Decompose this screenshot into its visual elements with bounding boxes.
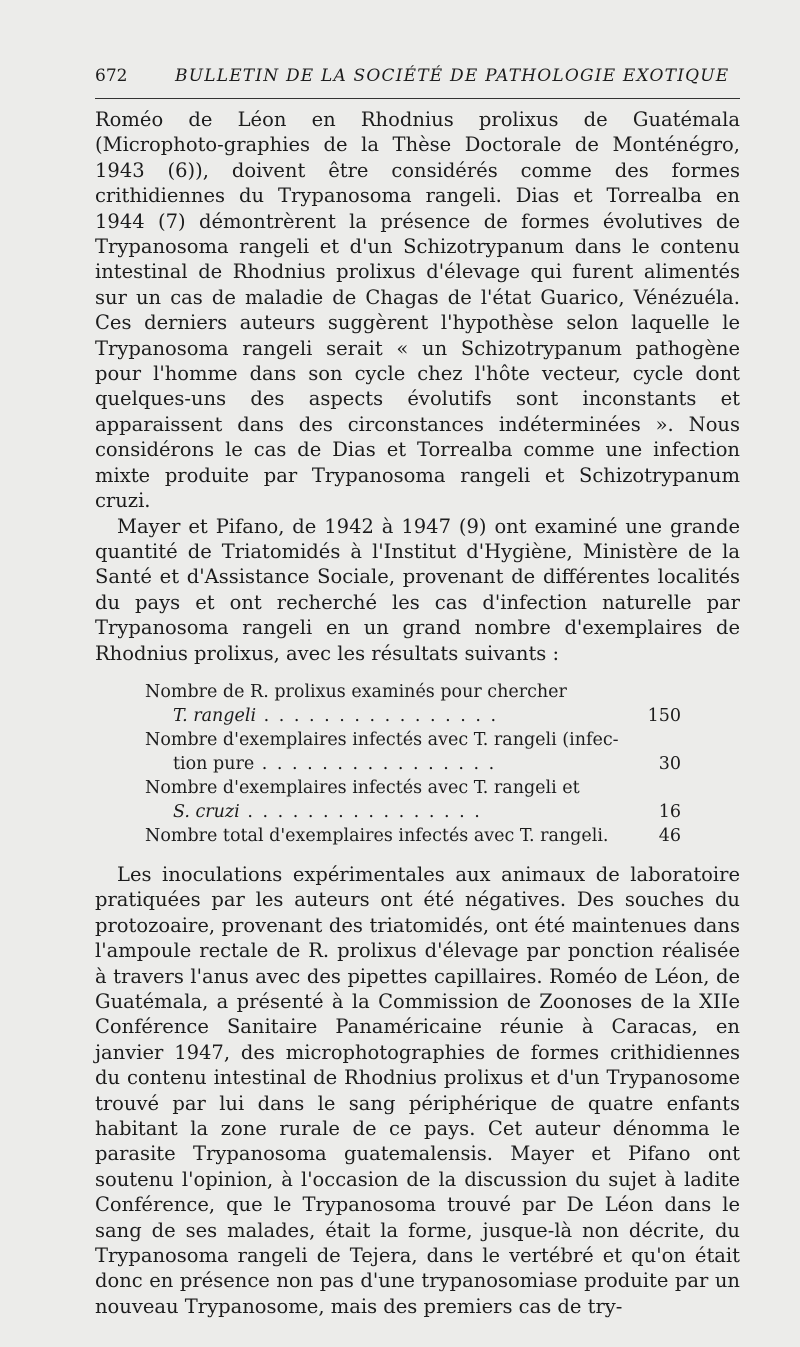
table-row-value: 16 xyxy=(658,801,681,822)
table-row-label: Nombre d'exemplaires infectés avec T. rangeli et xyxy=(145,777,580,798)
table-row-continuation: tion pure xyxy=(173,753,255,774)
table-row xyxy=(145,824,681,848)
paragraph: Mayer et Pifano, de 1942 à 1947 (9) ont examiné une grande quantité de Triatomidés à l'Institut d'Hygiène, Ministère de la Santé et d'Assistance Sociale, provenant de différentes localités du pays et ont recherché les cas d'infection naturelle par Trypanosoma rangeli en un grand nombre d'exemplaires de Rhodnius prolixus, avec les résultats suivants : xyxy=(95,514,740,665)
table-row xyxy=(145,752,681,776)
table-row xyxy=(145,680,681,704)
table-row xyxy=(145,776,681,800)
table-row-continuation: T. rangeli xyxy=(173,705,257,726)
page-number: 672 xyxy=(95,66,128,86)
table-row-label: Nombre total d'exemplaires infectés avec T. rangeli. xyxy=(145,825,609,846)
table-row xyxy=(145,800,681,824)
table-row-label: Nombre d'exemplaires infectés avec T. rangeli (infec- xyxy=(145,729,619,750)
table-row xyxy=(145,704,681,728)
table-row-label: Nombre de R. prolixus examinés pour chercher xyxy=(145,681,567,702)
body-text xyxy=(95,107,740,1319)
running-header xyxy=(95,64,740,99)
paragraph: Les inoculations expérimentales aux animaux de laboratoire pratiquées par les auteurs ont été négatives. Des souches du protozoaire, provenant des triatomidés, ont été maintenues dans l'ampoule rectale de R. prolixus d'élevage par ponction réalisée à travers l'anus avec des pipettes capillaires. Roméo de Léon, de Guatémala, a présenté à la Commission de Zoonoses de la XIIe Conférence Sanitaire Panaméricaine réunie à Caracas, en janvier 1947, des microphotographies de formes crithidiennes du contenu intestinal de Rhodnius prolixus et d'un Trypanosome trouvé par lui dans le sang périphérique de quatre enfants habitant la zone rurale de ce pays. Cet auteur dénomma le parasite Trypanosoma guatemalensis. Mayer et Pifano ont soutenu l'opinion, à l'occasion de la discussion du sujet à ladite Conférence, que le Trypanosoma trouvé par De Léon dans le sang de ses malades, était la forme, jusque-là non décrite, du Trypanosoma rangeli de Tejera, dans le vertébré et qu'on était donc en présence non pas d'une trypanosomiase produite par un nouveau Trypanosome, mais des premiers cas de try- xyxy=(95,862,740,1318)
results-table xyxy=(145,680,681,848)
table-row-value: 150 xyxy=(647,705,681,726)
paragraph: Roméo de Léon en Rhodnius prolixus de Guatémala (Microphoto-graphies de la Thèse Doctorale de Monténégro, 1943 (6)), doivent être considérés comme des formes crithidiennes du Trypanosoma rangeli. Dias et Torrealba en 1944 (7) démontrèrent la présence de formes évolutives de Trypanosoma rangeli et d'un Schizotrypanum dans le contenu intestinal de Rhodnius prolixus d'élevage qui furent alimentés sur un cas de maladie de Chagas de l'état Guarico, Vénézuéla. Ces derniers auteurs suggèrent l'hypothèse selon laquelle le Trypanosoma rangeli serait « un Schizotrypanum pathogène pour l'homme dans son cycle chez l'hôte vecteur, cycle dont quelques-uns des aspects évolutifs sont inconstants et apparaissent dans des circonstances indéterminées ». Nous considérons le cas de Dias et Torrealba comme une infection mixte produite par Trypanosoma rangeli et Schizotrypanum cruzi. xyxy=(95,108,740,513)
table-row xyxy=(145,728,681,752)
table-row-value: 30 xyxy=(658,753,681,774)
table-row-continuation: S. cruzi xyxy=(173,801,240,822)
table-row-value: 46 xyxy=(658,825,681,846)
journal-title: BULLETIN DE LA SOCIÉTÉ DE PATHOLOGIE EXOTIQUE xyxy=(175,66,730,86)
